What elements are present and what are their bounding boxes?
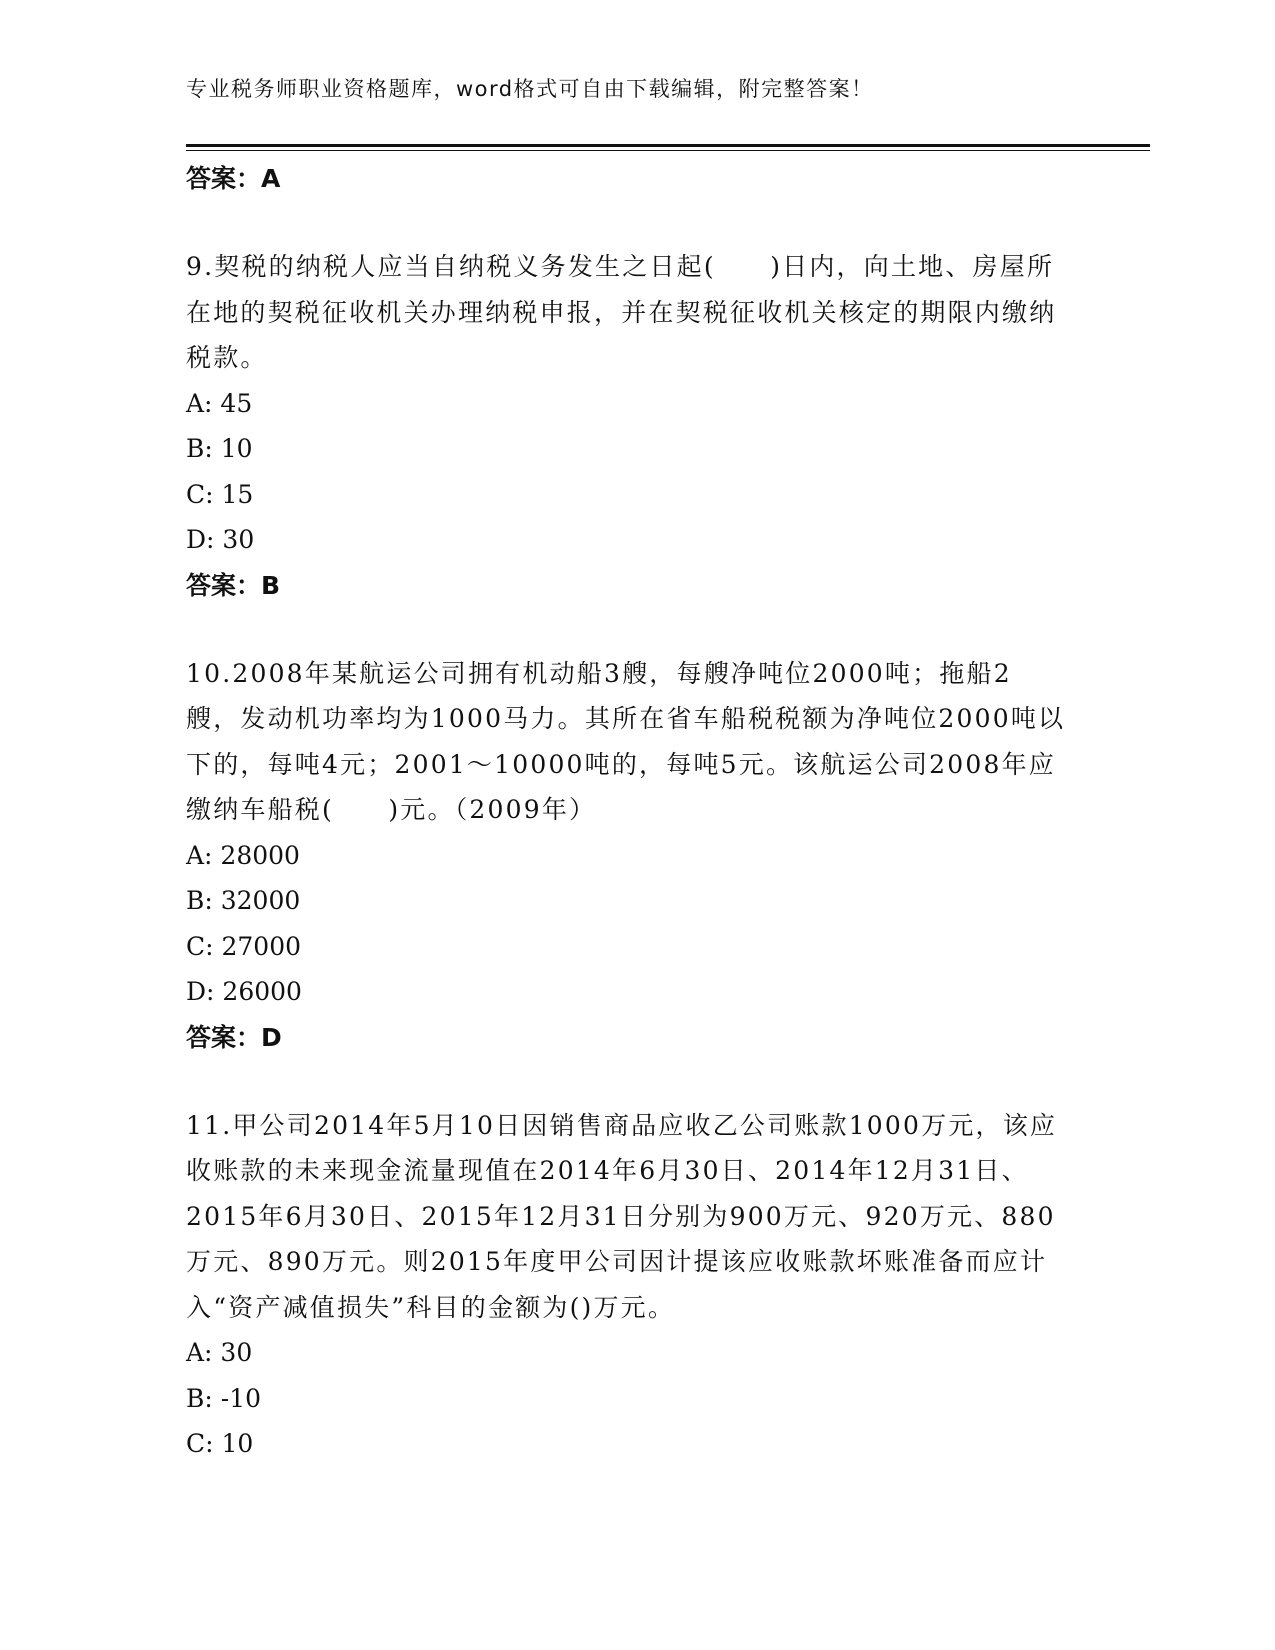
option-d: D: 26000 xyxy=(186,977,302,1006)
answer-line: 答案：D xyxy=(186,1022,282,1052)
option-b: B: 32000 xyxy=(186,886,301,915)
option-a: A: 28000 xyxy=(186,840,300,870)
question-block xyxy=(186,244,1066,609)
question-text: 11.甲公司2014年5月10日因销售商品应收乙公司账款1000万元，该应收账款的未来现金流量现值在2014年6月30日、2014年12月31日、2015年6月30日、2015年12月31日分别为900万元、920万元、880万元、890万元。则2015年度甲公司因计提该应收账款坏账准备而应计入“资产减值损失”科目的金额为()万元。 xyxy=(186,1110,1058,1322)
header-rule-thin xyxy=(186,150,1150,151)
page-header: 专业税务师职业资格题库，word格式可自由下载编辑，附完整答案！ xyxy=(186,77,874,101)
option-b: B: 10 xyxy=(186,434,253,463)
answer-line: 答案：B xyxy=(186,570,281,600)
header-rule-thick xyxy=(186,144,1150,147)
option-d: D: 30 xyxy=(186,525,255,554)
option-c: C: 27000 xyxy=(186,931,302,961)
option-c: C: 15 xyxy=(186,479,254,509)
question-text: 9.契税的纳税人应当自纳税义务发生之日起( )日内，向土地、房屋所在地的契税征收机关办理纳税申报，并在契税征收机关核定的期限内缴纳税款。 xyxy=(186,252,1057,372)
question-text: 10.2008年某航运公司拥有机动船3艘，每艘净吨位2000吨；拖船2艘，发动机功率均为1000马力。其所在省车船税税额为净吨位2000吨以下的，每吨4元；2001～10000吨的，每吨5元。该航运公司2008年应缴纳车船税( )元。（2009年） xyxy=(186,658,1066,824)
option-b: B: -10 xyxy=(186,1383,261,1413)
option-a: A: 30 xyxy=(186,1338,253,1367)
question-block xyxy=(186,1103,1066,1467)
option-c: C: 10 xyxy=(186,1429,254,1458)
answer-line: 答案：A xyxy=(186,164,281,193)
question-list xyxy=(186,156,1066,1467)
question-block xyxy=(186,651,1066,1061)
option-a: A: 45 xyxy=(186,388,253,418)
